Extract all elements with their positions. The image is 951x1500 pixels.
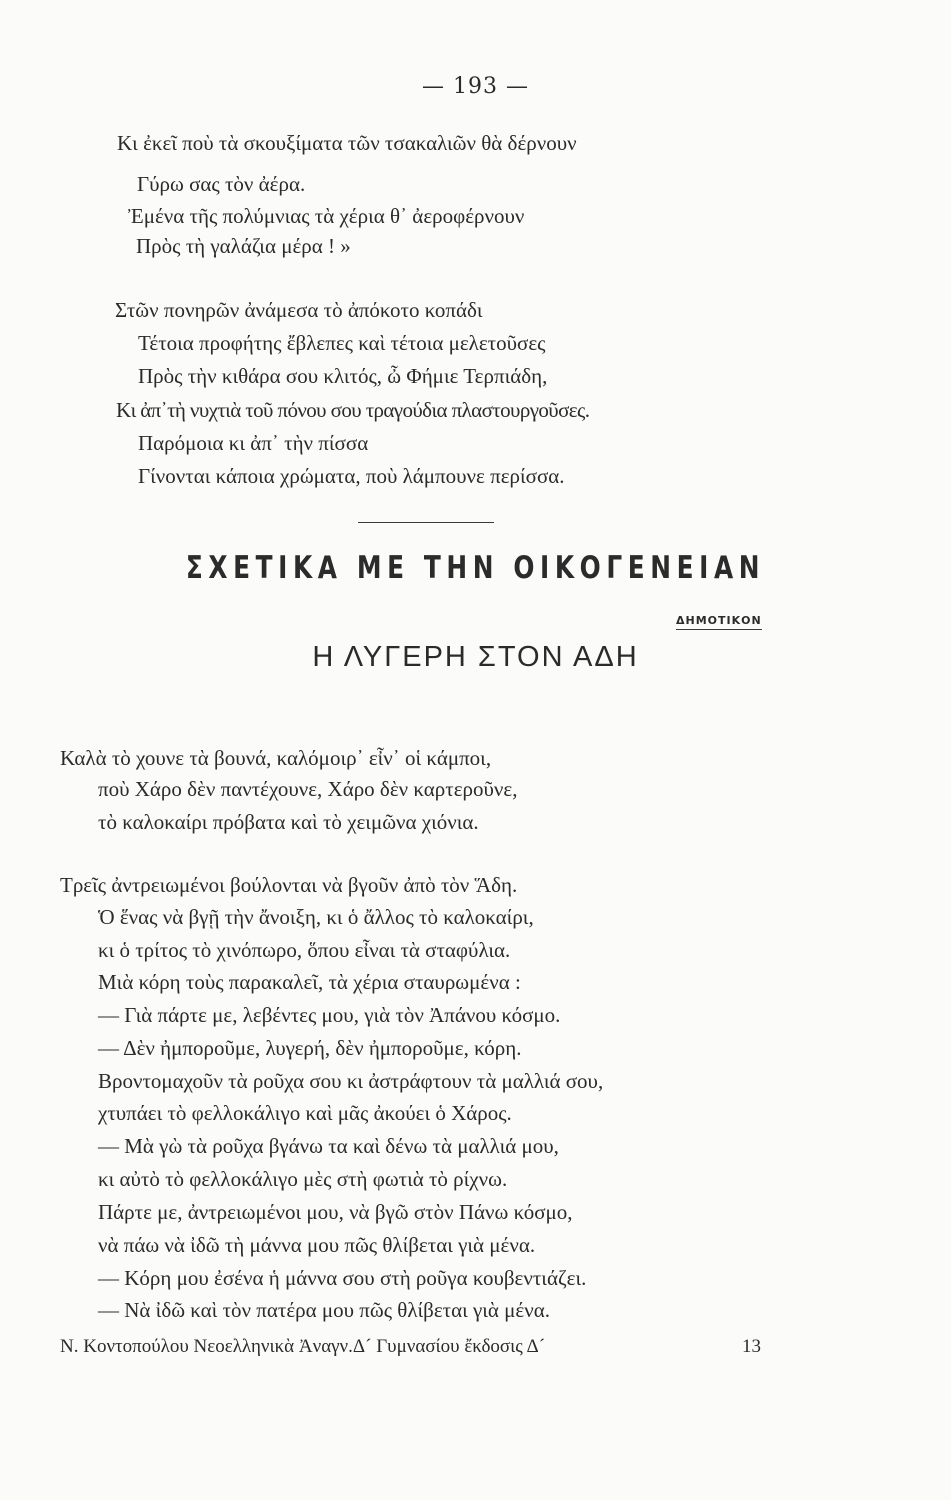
- poem-line: Κι ἀπ᾽τὴ νυχτιὰ τοῦ πόνου σου τραγούδια πλαστουργοῦσες.: [116, 398, 590, 422]
- footer-source: Ν. Κοντοπούλου Νεοελληνικὰ Ἀναγν.Δ´ Γυμνασίου ἔκδοσις Δ´: [60, 1336, 546, 1357]
- poem-line: Πρὸς τὴ γαλάζια μέρα ! »: [136, 234, 351, 258]
- poem-line: — Νὰ ἰδῶ καὶ τὸν πατέρα μου πῶς θλίβεται γιὰ μένα.: [98, 1298, 551, 1322]
- poem-line: Γύρω σας τὸν ἀέρα.: [137, 172, 306, 196]
- footer-signature: 13: [742, 1336, 761, 1357]
- poem-line: Πρὸς τὴν κιθάρα σου κλιτός, ὦ Φήμιε Τερπιάδη,: [138, 364, 548, 388]
- page-number: — 193 —: [422, 74, 529, 99]
- poem-line: Ἐμένα τῆς πολύμνιας τὰ χέρια θ᾽ ἀεροφέρνουν: [128, 204, 525, 228]
- poem-line: τὸ καλοκαίρι πρόβατα καὶ τὸ χειμῶνα χιόνια.: [98, 810, 479, 834]
- poem-line: Πάρτε με, ἀντρειωμένοι μου, νὰ βγῶ στὸν Πάνω κόσμο,: [98, 1200, 573, 1224]
- poem-line: Στῶν πονηρῶν ἀνάμεσα τὸ ἀπόκοτο κοπάδι: [115, 298, 483, 322]
- poem-line: — Κόρη μου ἐσένα ἡ μάννα σου στὴ ροῦγα κουβεντιάζει.: [98, 1266, 587, 1290]
- section-heading: ΣΧΕΤΙΚΑ ΜΕ ΤΗΝ ΟΙΚΟΓΕΝΕΙΑΝ: [185, 550, 766, 586]
- poem-line: νὰ πάω νὰ ἰδῶ τὴ μάννα μου πῶς θλίβεται γιὰ μένα.: [98, 1233, 536, 1257]
- poem-line: — Δὲν ἠμποροῦμε, λυγερή, δὲν ἠμποροῦμε, κόρη.: [98, 1036, 522, 1060]
- poem-line: Παρόμοια κι ἀπ᾽ τὴν πίσσα: [138, 431, 369, 455]
- poem-line: Ὁ ἕνας νὰ βγῇ τὴν ἄνοιξη, κι ὁ ἄλλος τὸ καλοκαίρι,: [98, 905, 534, 929]
- poem-line: χτυπάει τὸ φελλοκάλιγο καὶ μᾶς ἀκούει ὁ Χάρος.: [98, 1101, 512, 1125]
- poem-line: Κι ἐκεῖ ποὺ τὰ σκουξίματα τῶν τσακαλιῶν θὰ δέρνουν: [117, 131, 577, 155]
- poem-title: Η ΛΥΓΕΡΗ ΣΤΟΝ ΑΔΗ: [312, 641, 639, 673]
- poem-line: κι ὁ τρίτος τὸ χινόπωρο, ὅπου εἶναι τὰ σταφύλια.: [98, 938, 511, 962]
- poem-line: — Γιὰ πάρτε με, λεβέντες μου, γιὰ τὸν Ἀπάνου κόσμο.: [98, 1003, 561, 1027]
- poem-line: Μιὰ κόρη τοὺς παρακαλεῖ, τὰ χέρια σταυρωμένα :: [98, 970, 521, 994]
- genre-label: ΔΗΜΟΤΙΚΟΝ: [676, 614, 762, 630]
- section-divider: [358, 522, 494, 523]
- poem-line: Βροντομαχοῦν τὰ ροῦχα σου κι ἀστράφτουν τὰ μαλλιά σου,: [98, 1069, 604, 1093]
- poem-line: — Μὰ γὼ τὰ ροῦχα βγάνω τα καὶ δένω τὰ μαλλιά μου,: [98, 1134, 559, 1158]
- poem-line: Γίνονται κάποια χρώματα, ποὺ λάμπουνε περίσσα.: [138, 464, 565, 488]
- poem-line: ποὺ Χάρο δὲν παντέχουνε, Χάρο δὲν καρτεροῦνε,: [98, 777, 518, 801]
- poem-line: Τέτοια προφήτης ἔβλεπες καὶ τέτοια μελετοῦσες: [138, 331, 546, 355]
- poem-line: κι αὐτὸ τὸ φελλοκάλιγο μὲς στὴ φωτιὰ τὸ ρίχνω.: [98, 1167, 508, 1191]
- poem-line: Τρεῖς ἀντρειωμένοι βούλονται νὰ βγοῦν ἀπὸ τὸν Ἅδη.: [60, 873, 518, 897]
- poem-line: Καλὰ τὸ χουνε τὰ βουνά, καλόμοιρ᾽ εἶν᾽ οἱ κάμποι,: [60, 746, 492, 770]
